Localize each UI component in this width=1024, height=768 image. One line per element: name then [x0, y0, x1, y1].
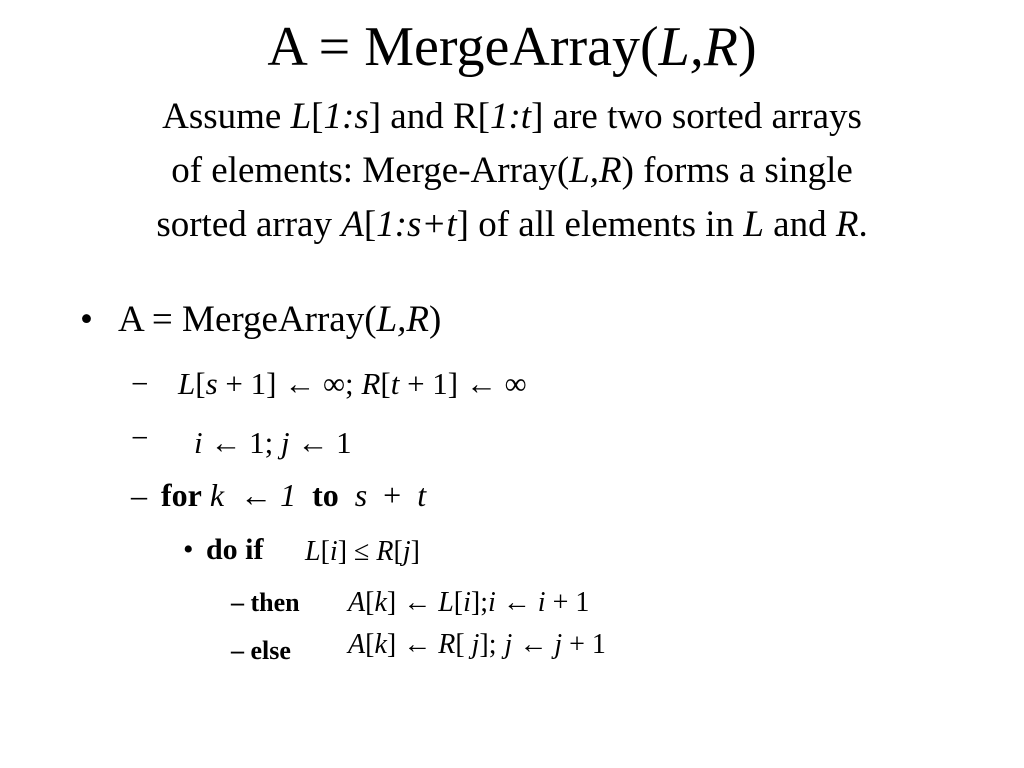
- then-lbr2: [: [453, 587, 464, 618]
- sent-lbr2: [: [380, 366, 391, 401]
- for-var-s: s: [354, 477, 368, 513]
- then-k: k: [374, 587, 387, 618]
- else-lbr2: [: [455, 629, 472, 660]
- desc3-var-a: A: [341, 204, 364, 245]
- desc3-var-r: R: [835, 204, 859, 245]
- desc3-text-4: and: [763, 204, 836, 245]
- else-j: j: [471, 629, 480, 660]
- desc3-range: 1:s+t: [376, 204, 457, 245]
- desc1-range-s: 1:s: [323, 96, 369, 137]
- else-lbr1: [: [365, 629, 375, 660]
- else-label: [231, 634, 291, 668]
- else-k: k: [374, 629, 387, 660]
- else-math: [348, 626, 606, 664]
- then-label: [231, 586, 300, 620]
- index-init-math: [194, 423, 352, 463]
- condition-math: [305, 532, 420, 572]
- sent-plus2: + 1] ← ∞: [399, 366, 527, 401]
- for-dash: –: [131, 477, 147, 513]
- then-a: A: [348, 587, 366, 618]
- sentinel-init-math: [178, 364, 527, 404]
- else-plus: + 1: [562, 629, 606, 660]
- sent-r: R: [361, 366, 381, 401]
- algorithm-header: [80, 293, 441, 347]
- slide-title: [0, 14, 1024, 80]
- then-rbr2: ];: [470, 587, 488, 618]
- description-line-1: [0, 90, 1024, 144]
- do-if-bullet: •: [183, 533, 194, 566]
- idx-arrow2: ← 1: [289, 425, 352, 460]
- then-math: [348, 584, 589, 622]
- title-arg-r: R: [703, 16, 739, 78]
- cond-lbr2: [: [393, 536, 403, 567]
- description-line-3: [0, 198, 1024, 252]
- title-suffix: ): [738, 16, 757, 78]
- title-prefix: A = MergeArray(: [267, 16, 659, 78]
- then-arrow: ←: [495, 587, 538, 618]
- desc3-text-1: sorted array: [156, 204, 342, 245]
- desc2-text-1: of elements: Merge-Array(: [171, 150, 570, 191]
- to-keyword: to: [312, 477, 339, 513]
- desc1-text-1: Assume: [162, 96, 291, 137]
- else-arrow: ←: [512, 629, 555, 660]
- desc2-var-r: R: [598, 150, 622, 191]
- sent-l: L: [178, 366, 196, 401]
- for-keyword: for: [161, 477, 202, 513]
- then-rbr1: ] ←: [386, 587, 439, 618]
- desc1-text-4: ] are two sorted arrays: [531, 96, 862, 137]
- else-j3: j: [554, 629, 563, 660]
- then-i3: i: [537, 587, 546, 618]
- else-j2: j: [504, 629, 513, 660]
- dash-indices: −: [131, 420, 149, 455]
- then-i: i: [463, 587, 471, 618]
- else-a: A: [348, 629, 366, 660]
- desc2-text-3: ) forms a single: [621, 150, 853, 191]
- else-keyword: – else: [231, 636, 291, 665]
- cond-r: R: [376, 536, 394, 567]
- title-comma: ,: [689, 16, 704, 78]
- else-rbr1: ] ←: [386, 629, 439, 660]
- else-rbr2: ];: [479, 629, 497, 660]
- idx-arrow1: ← 1;: [202, 425, 281, 460]
- for-var-t: t: [417, 477, 427, 513]
- cond-i: i: [329, 536, 338, 567]
- for-var-k: k: [209, 477, 225, 513]
- idx-j: j: [281, 425, 290, 460]
- then-plus: + 1: [545, 587, 590, 618]
- description: [0, 90, 1024, 252]
- desc3-text-2: [: [363, 204, 377, 245]
- desc2-comma: ,: [589, 150, 599, 191]
- header-comma: ,: [397, 299, 407, 340]
- then-keyword: – then: [231, 588, 300, 617]
- for-one: 1: [280, 477, 297, 513]
- header-arg-l: L: [376, 299, 398, 340]
- cond-rbr: ]: [410, 536, 420, 567]
- desc1-text-2: [: [311, 96, 324, 137]
- then-lbr1: [: [365, 587, 375, 618]
- desc3-text-3: ] of all elements in: [456, 204, 744, 245]
- do-if-keyword: do if: [206, 533, 264, 566]
- desc1-var-l: L: [290, 96, 312, 137]
- desc3-text-5: .: [858, 204, 868, 245]
- sent-t: t: [390, 366, 400, 401]
- else-r: R: [438, 629, 456, 660]
- description-line-2: [0, 144, 1024, 198]
- then-i2: i: [488, 587, 496, 618]
- sent-plus1: + 1] ← ∞;: [217, 366, 362, 401]
- desc3-var-l: L: [743, 204, 764, 245]
- for-plus: +: [383, 477, 402, 513]
- bullet-dot: •: [80, 299, 93, 340]
- desc1-range-t: 1:t: [489, 96, 532, 137]
- desc2-var-l: L: [569, 150, 590, 191]
- title-arg-l: L: [658, 16, 690, 78]
- sent-s: s: [205, 366, 218, 401]
- then-l: L: [438, 587, 454, 618]
- sent-lbr1: [: [195, 366, 206, 401]
- do-if-line: [183, 530, 264, 570]
- cond-le: ] ≤: [337, 536, 377, 567]
- desc1-text-3: ] and R[: [368, 96, 490, 137]
- dash-sentinels: −: [131, 366, 149, 401]
- cond-j: j: [402, 536, 411, 567]
- for-loop-line: [131, 475, 426, 515]
- header-suffix: ): [429, 299, 442, 340]
- cond-l: L: [305, 536, 321, 567]
- for-arrow: ←: [240, 477, 273, 513]
- idx-i: i: [194, 425, 203, 460]
- cond-lbr1: [: [320, 536, 330, 567]
- header-prefix: A = MergeArray(: [118, 299, 377, 340]
- header-arg-r: R: [406, 299, 429, 340]
